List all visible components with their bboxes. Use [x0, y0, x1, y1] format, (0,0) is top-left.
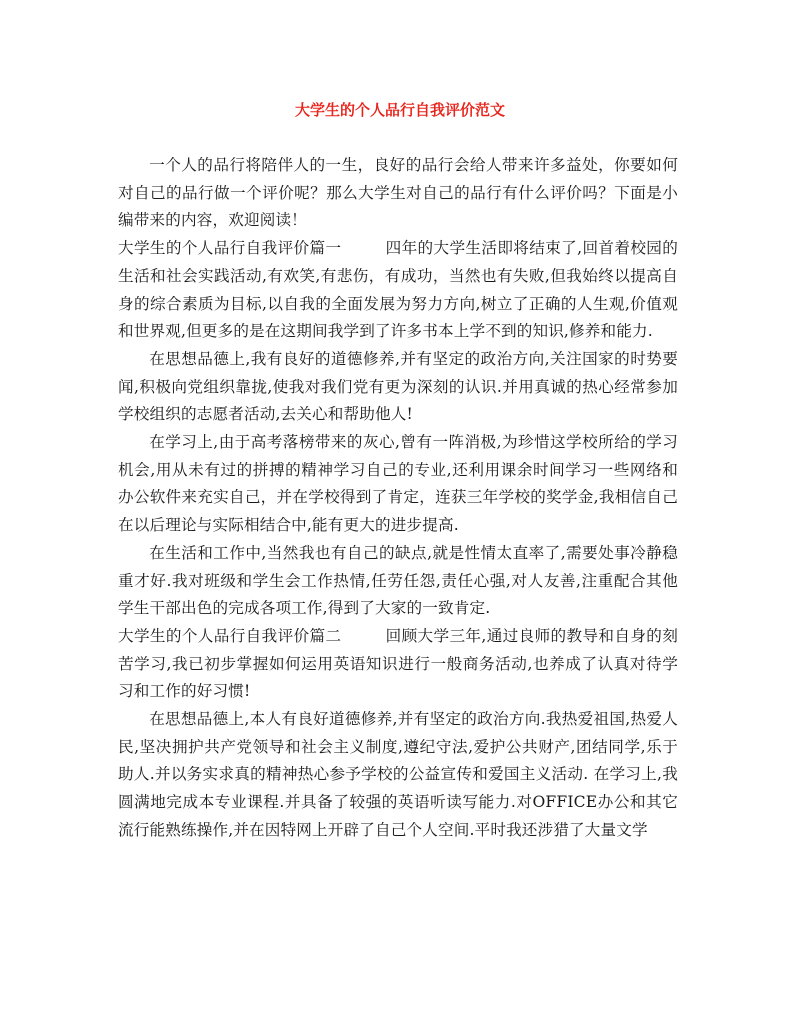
document-title: 大学生的个人品行自我评价范文	[294, 101, 505, 119]
paragraph-morality-two	[118, 706, 678, 845]
paragraph-text: 在思想品德上,我有良好的道德修养,并有坚定的政治方向,关注国家的时势要闻,积极向党组织靠拢,使我对我们党有更为深刻的认识.并用真诚的热心经常参加学校组织的志愿者活动,去关心和帮助他人!	[118, 349, 678, 424]
document-body	[118, 152, 678, 845]
paragraph-morality	[118, 346, 678, 429]
section-heading: 大学生的个人品行自我评价篇一	[118, 239, 342, 258]
section-heading: 大学生的个人品行自我评价篇二	[118, 626, 342, 645]
paragraph-intro	[118, 152, 678, 235]
paragraph-study	[118, 429, 678, 540]
paragraph-text: 在思想品德上,本人有良好道德修养,并有坚定的政治方向.我热爱祖国,热爱人民,坚决拥护共产党领导和社会主义制度,遵纪守法,爱护公共财产,团结同学,乐于助人.并以务实求真的精神热心参予学校的公益宣传和爱国主义活动. 在学习上,我圆满地完成本专业课程.并具备了较强的英语听读写能力.对OFFICE办公和其它流行能熟练操作,并在因特网上开辟了自己个人空间.平时我还涉猎了大量文学	[118, 710, 678, 839]
paragraph-text: 回顾大学三年,通过良师的教导和自身的刻苦学习,我已初步掌握如何运用英语知识进行一般商务活动,也养成了认真对待学习和工作的好习惯!	[118, 626, 678, 701]
paragraph-section-two	[118, 623, 678, 706]
paragraph-life-work	[118, 540, 678, 623]
paragraph-text: 在生活和工作中,当然我也有自己的缺点,就是性情太直率了,需要处事冷静稳重才好.我对班级和学生会工作热情,任劳任怨,责任心强,对人友善,注重配合其他学生干部出色的完成各项工作,得到了大家的一致肯定.	[118, 543, 678, 618]
paragraph-text: 一个人的品行将陪伴人的一生，良好的品行会给人带来许多益处，你要如何对自己的品行做一个评价呢？那么大学生对自己的品行有什么评价吗？下面是小编带来的内容，欢迎阅读！	[118, 156, 678, 230]
paragraph-section-one	[118, 235, 678, 346]
paragraph-text: 在学习上,由于高考落榜带来的灰心,曾有一阵消极,为珍惜这学校所给的学习机会,用从未有过的拼搏的精神学习自己的专业,还利用课余时间学习一些网络和办公软件来充实自己，并在学校得到了肯定，连获三年学校的奖学金,我相信自己在以后理论与实际相结合中,能有更大的进步提高.	[118, 433, 678, 535]
paragraph-text: 四年的大学生活即将结束了,回首着校园的生活和社会实践活动,有欢笑,有悲伤，有成功，当然也有失败,但我始终以提高自身的综合素质为目标,以自我的全面发展为努力方向,树立了正确的人生观,价值观和世界观,但更多的是在这期间我学到了许多书本上学不到的知识,修养和能力.	[118, 239, 678, 341]
